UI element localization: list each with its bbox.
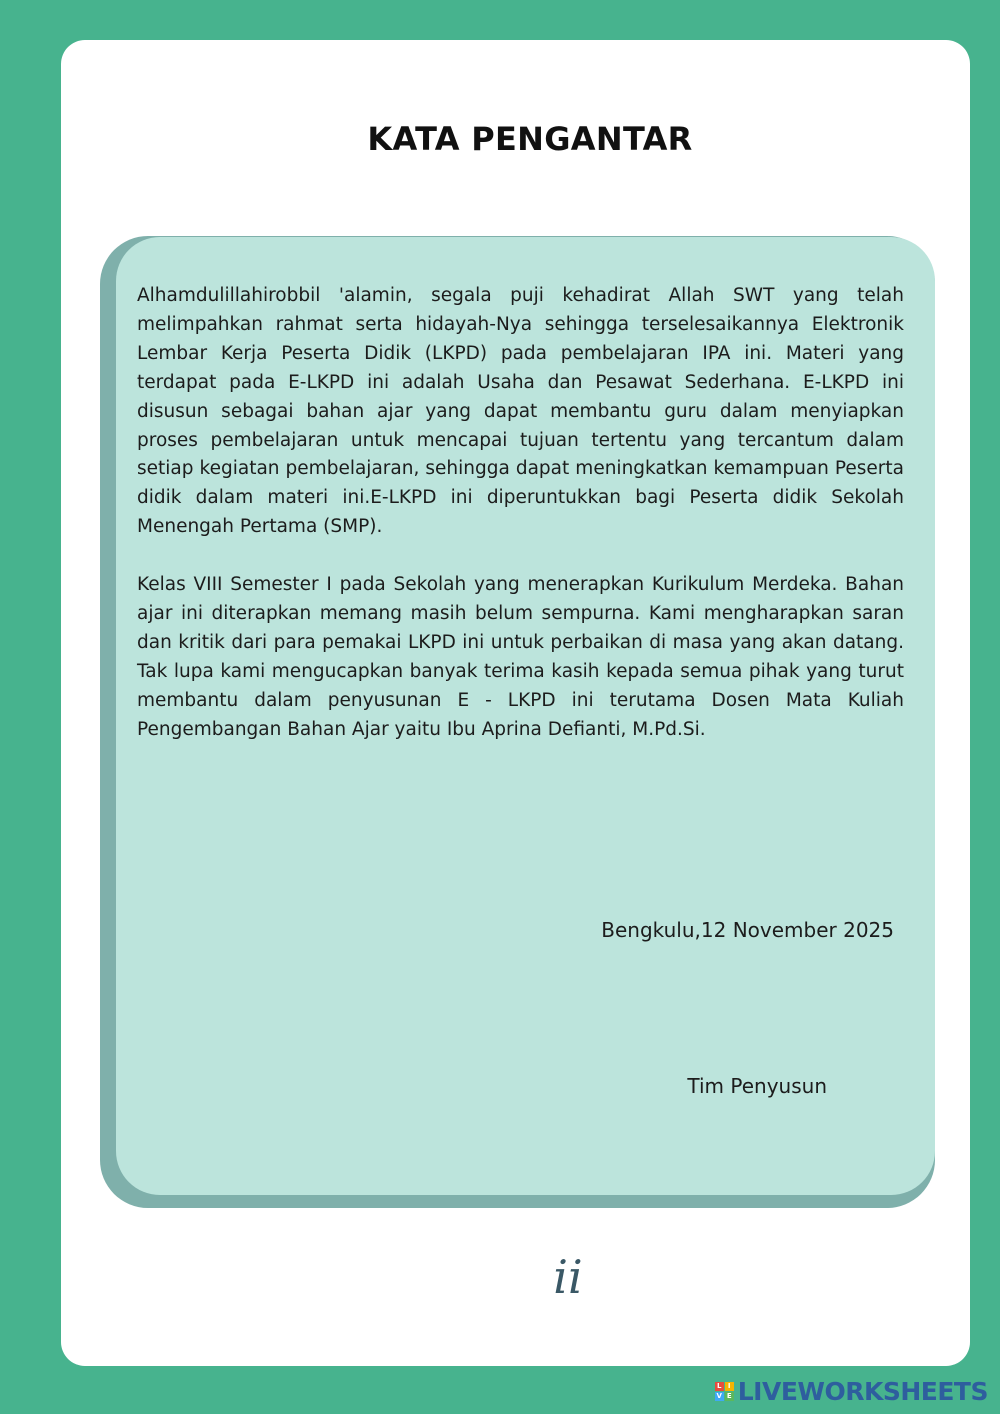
page-number: ii (553, 1250, 583, 1304)
author-signature: Tim Penyusun (687, 1074, 827, 1098)
paragraph-2: Kelas VIII Semester I pada Sekolah yang menerapkan Kurikulum Merdeka. Bahan ajar ini diterapkan memang masih belum sempurna. Kami mengharapkan saran dan kritik dari para pemakai LKPD ini untuk perbaikan di masa yang akan datang. Tak lupa kami mengucapkan banyak terima kasih kepada semua pihak yang turut membantu dalam penyusunan E - LKPD ini terutama Dosen Mata Kuliah Pengembangan Bahan Ajar yaitu Ibu Aprina Defianti, M.Pd.Si. (137, 574, 904, 740)
logo-letter: E (725, 1392, 734, 1401)
place-date: Bengkulu,12 November 2025 (601, 918, 894, 942)
watermark-text: LIVEWORKSHEETS (737, 1376, 988, 1406)
paragraph-1: Alhamdulillahirobbil 'alamin, segala puji kehadirat Allah SWT yang telah melimpahkan rahmat serta hidayah-Nya sehingga terselesaikannya Elektronik Lembar Kerja Peserta Didik (LKPD) pada pembelajaran IPA ini. Materi yang terdapat pada E-LKPD ini adalah Usaha dan Pesawat Sederhana. E-LKPD ini disusun sebagai bahan ajar yang dapat membantu guru dalam menyiapkan proses pembelajaran untuk mencapai tujuan tertentu yang tercantum dalam setiap kegiatan pembelajaran, sehingga dapat meningkatkan kemampuan Peserta didik dalam materi ini.E-LKPD ini diperuntukkan bagi Peserta didik Sekolah Menengah Pertama (SMP). (137, 285, 904, 538)
logo-letter: L (715, 1382, 724, 1391)
logo-letter: V (716, 1391, 722, 1400)
liveworksheets-watermark (715, 1376, 988, 1406)
liveworksheets-logo-icon (715, 1382, 734, 1401)
page-title: KATA PENGANTAR (367, 120, 693, 158)
logo-letter: I (725, 1382, 734, 1391)
